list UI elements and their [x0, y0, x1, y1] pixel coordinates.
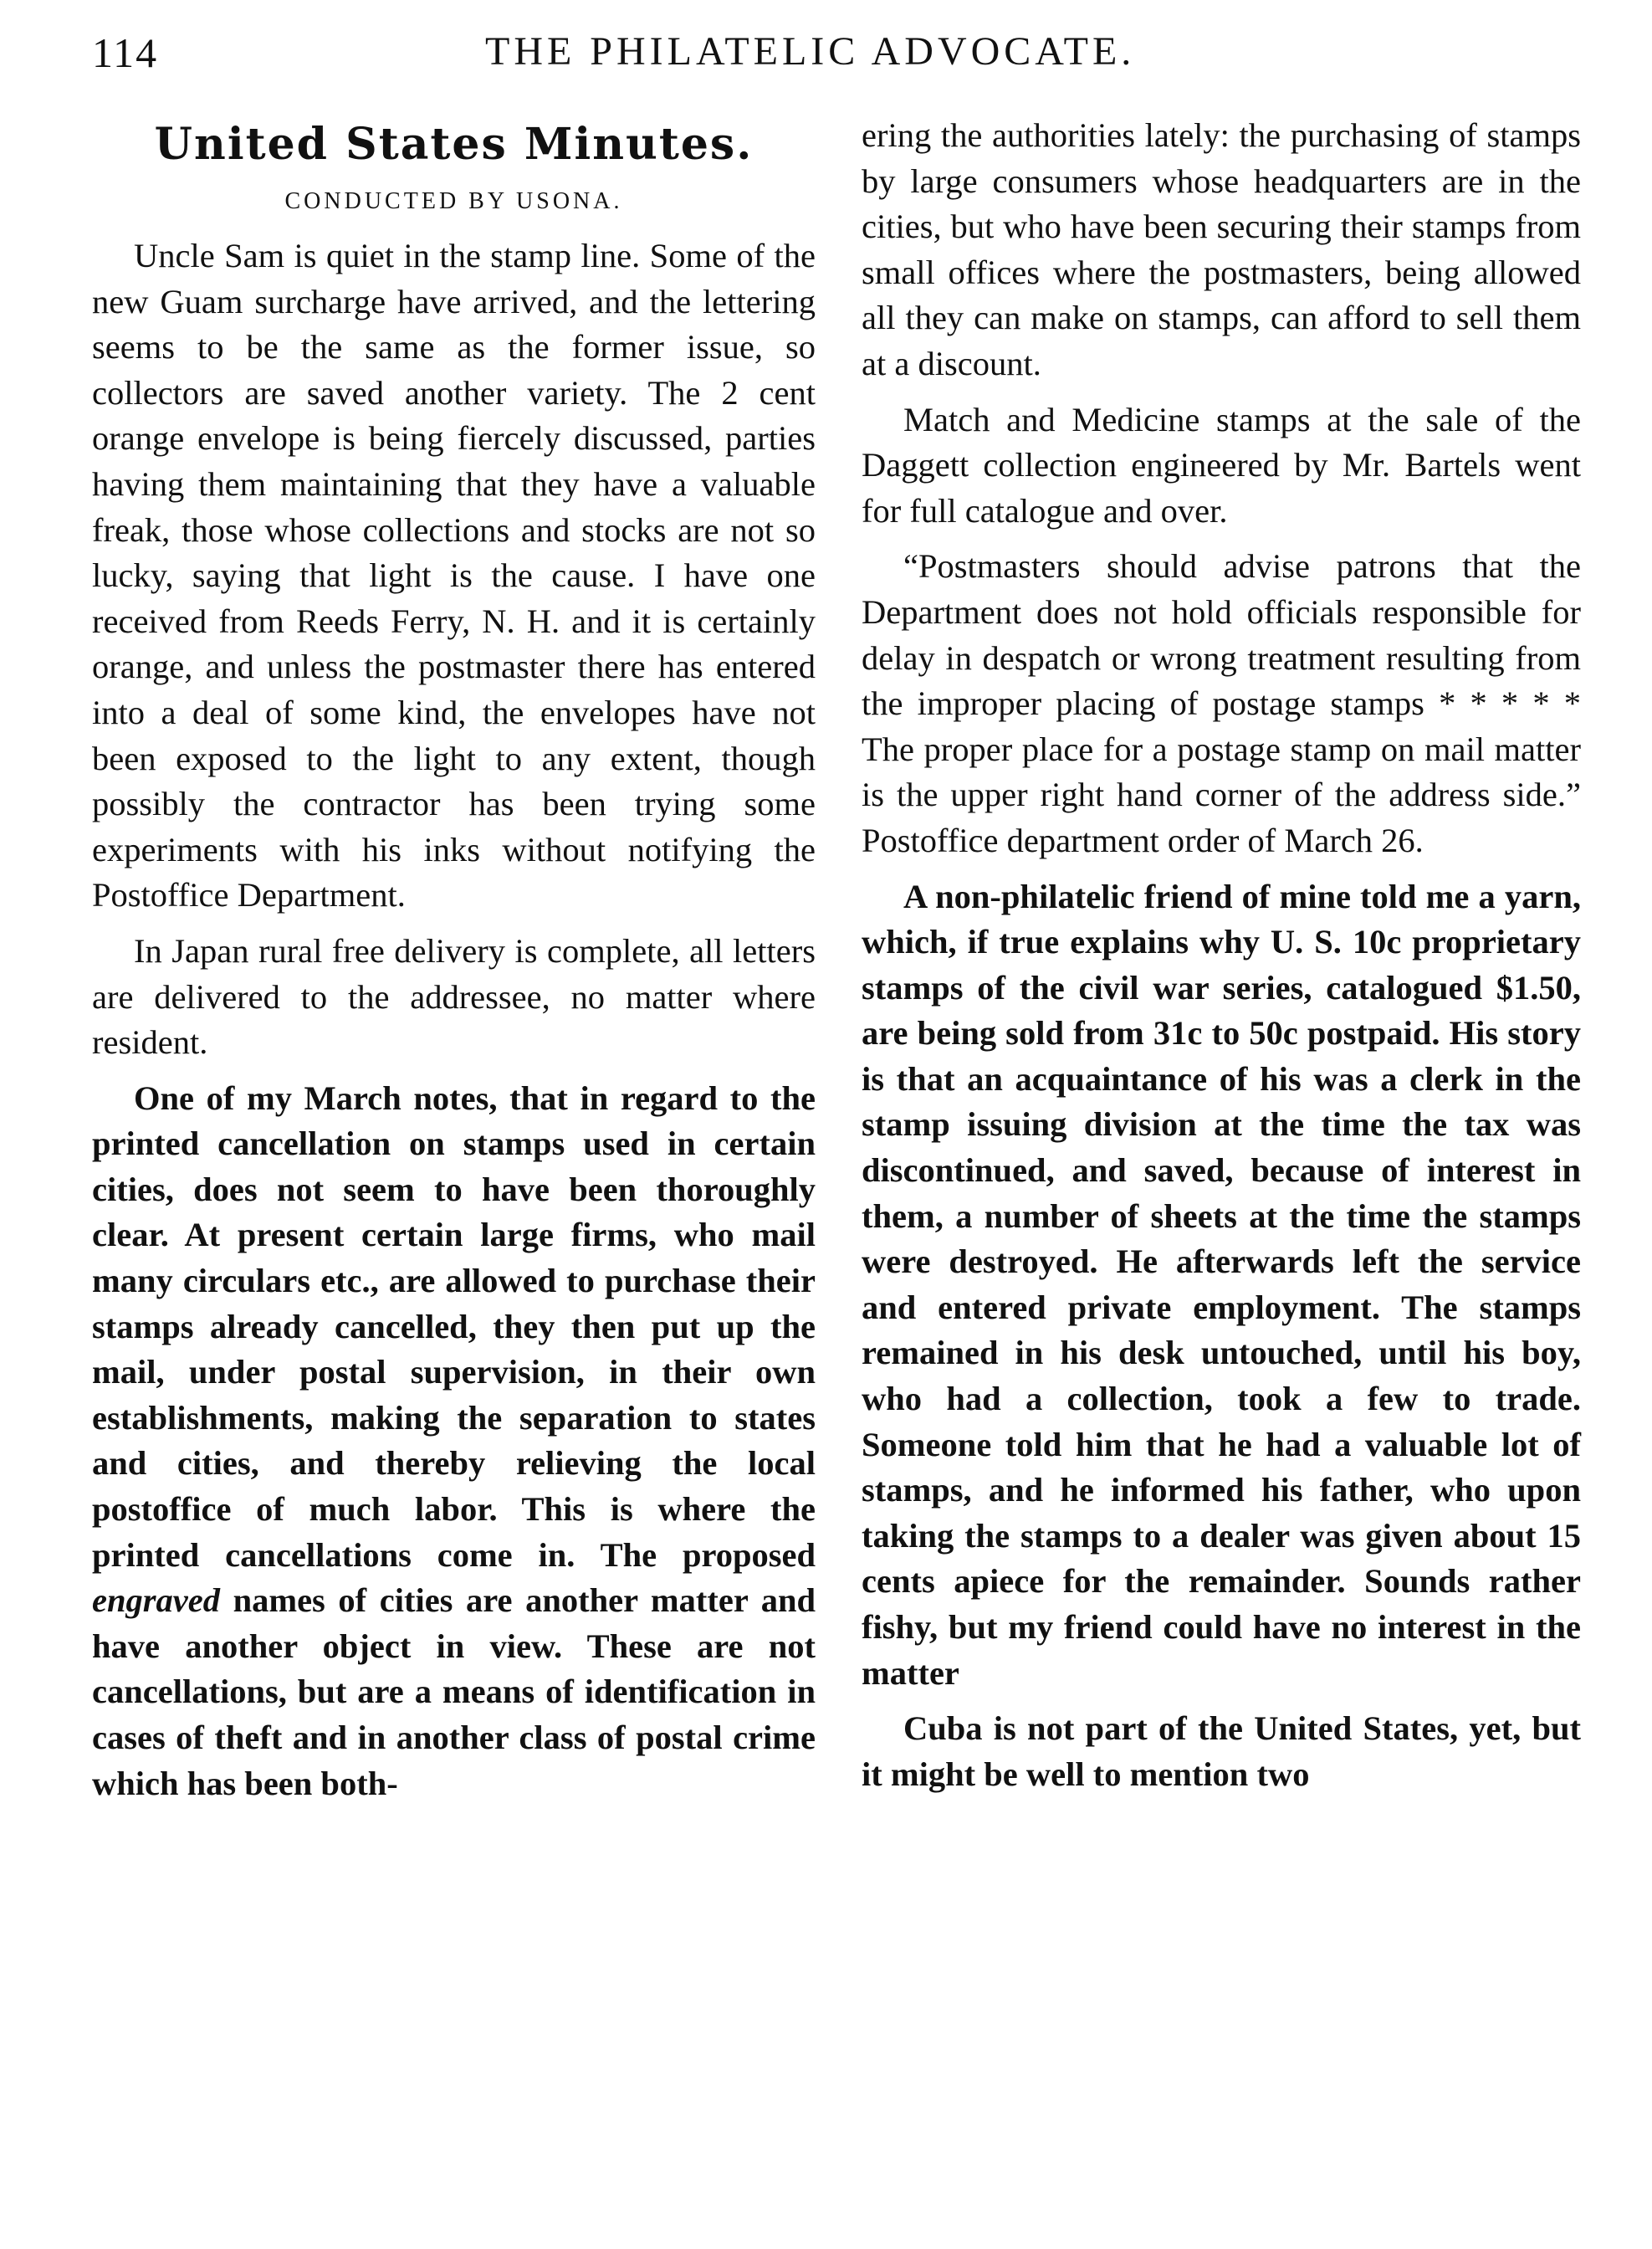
article-title: United States Minutes. — [154, 119, 754, 170]
paragraph-match-medicine: Match and Medicine stamps at the sale of the Daggett collection engineered by Mr. Bartels went for full catalogue and over. — [862, 400, 1581, 530]
running-head — [92, 28, 1581, 79]
paragraph-proprietary-stamps: A non-philatelic friend of mine told me a yarn, which, if true explains why U. S. 10c proprietary stamps of the civil war series, catalogued $1.50, are being sold from 31c to 50c postpaid. His story is that an acquaintance of his was a clerk in the stamp issuing division at the time the tax was discontinued, and saved, because of interest in them, a number of sheets at the time the stamps were destroyed. He afterwards left the service and entered private employment. The stamps remained in his desk untouched, until his boy, who had a collection, took a few to trade. Someone told him that he had a valuable lot of stamps, and he informed his father, who upon taking the stamps to a dealer was given about 15 cents apiece for the remainder. Sounds rather fishy, but my friend could have no interest in the matter — [862, 877, 1581, 1692]
journal-title: THE PHILATELIC ADVOCATE. — [485, 29, 1136, 74]
left-column — [92, 109, 816, 1816]
paragraph-text: One of my March notes, that in regard to the printed cancellation on stamps used in certain cities, does not seem to have been thoroughly clear. At present certain large firms, who mail many circulars etc., are allowed to purchase their stamps already cancelled, they then put up the mail, under postal supervision, in their own establishments, making the separation to states and cities, and thereby relieving the local postoffice of much labor. This is where the printed cancellations come in. The proposed — [92, 1078, 816, 1574]
paragraph-postmasters-quote: “Postmasters should advise patrons that the Department does not hold officials responsible for delay in despatch or wrong treatment resulting from the improper placing of postage stamps * * * * * The proper place for a postage stamp on mail matter is the upper right hand corner of the address side.” Postoffice department order of March 26. — [862, 547, 1581, 859]
paragraph-cuba: Cuba is not part of the United States, yet, but it might be well to mention two — [862, 1709, 1581, 1793]
right-column — [862, 113, 1581, 1807]
paragraph-japan-delivery: In Japan rural free delivery is complete, all letters are delivered to the addressee, no matter where resident. — [92, 931, 816, 1062]
paragraph-guam-surcharge: Uncle Sam is quiet in the stamp line. Some of the new Guam surcharge have arrived, and the lettering seems to be the same as the former issue, so collectors are saved another variety. The 2 cent orange envelope is being fiercely discussed, parties having them maintaining that they have a valuable freak, those whose collections and stocks are not so lucky, saying that light is the cause. I have one received from Reeds Ferry, N. H. and it is certainly orange, and unless the postmaster there has entered into a deal of some kind, the envelopes have not been exposed to the light to any extent, though possibly the contractor has been trying some experiments with his inks without notifying the Postoffice Department. — [92, 237, 816, 914]
paragraph-continuation: ering the authorities lately: the purchasing of stamps by large consumers whose headquarters are in the cities, but who have been securing their stamps from small offices where the postmasters, being allowed all they can make on stamps, can afford to sell them at a discount. — [862, 116, 1581, 382]
article-byline: CONDUCTED BY USONA. — [284, 188, 623, 214]
italic-word: engraved — [92, 1581, 220, 1620]
page-number: 114 — [92, 29, 159, 76]
paragraph-printed-cancellation — [92, 1076, 816, 1807]
paragraph-text: names of cities are another matter and have another object in view. These are not cancellations, but are a means of identification in cases of theft and in another class of postal crime which has been both- — [92, 1581, 816, 1802]
